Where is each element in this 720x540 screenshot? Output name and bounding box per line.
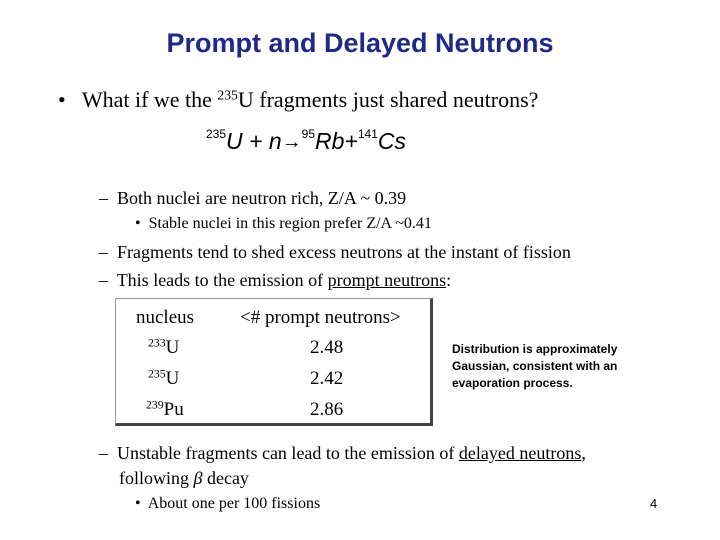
table-cell-nucleus: [148, 337, 179, 359]
sub-bullet-text-post: decay: [202, 468, 249, 488]
delayed-neutrons-link-text: delayed neutrons: [458, 443, 582, 463]
element-symbol: U: [226, 128, 243, 154]
dash-marker: –: [99, 188, 108, 208]
slide-title: Prompt and Delayed Neutrons: [166, 28, 554, 58]
dash-marker: –: [99, 270, 108, 290]
sub-bullet-text: Fragments tend to shed excess neutrons at the instant of fission: [117, 242, 571, 262]
sub-sub-bullet-text: About one per 100 fissions: [147, 495, 321, 512]
bullet-marker: •: [135, 495, 141, 512]
table-cell-value: 2.48: [310, 337, 344, 358]
sub-bullet-text-pre: This leads to the emission of: [116, 270, 328, 290]
isotope-mass: 235: [148, 367, 166, 381]
element-symbol: Cs: [377, 128, 407, 154]
mass-number: 141: [357, 127, 378, 141]
prompt-neutrons-link-text: prompt neutrons: [327, 270, 447, 290]
isotope-mass: 233: [148, 336, 166, 350]
sub-bullet-text: Both nuclei are neutron rich, Z/A ~ 0.39: [117, 188, 407, 208]
sub-bullet-text-post: :: [446, 270, 452, 290]
sub-sub-bullet-1: [135, 215, 432, 233]
dash-marker: –: [99, 242, 108, 262]
fission-equation: [206, 128, 468, 162]
element-symbol: Rb: [315, 128, 345, 154]
isotope-mass: 239: [146, 398, 164, 412]
element-symbol: U: [165, 368, 180, 389]
sub-bullet-4: [99, 443, 586, 464]
sub-bullet-3: [99, 270, 451, 291]
table-cell-nucleus: [146, 399, 184, 421]
table-header-prompt-neutrons: <# prompt neutrons>: [240, 307, 401, 328]
isotope-mass: 235: [217, 87, 238, 103]
mass-number: 95: [301, 127, 316, 141]
table-header-nucleus: nucleus: [136, 307, 195, 328]
bullet-text-pre: What if we the: [81, 87, 218, 112]
sub-sub-bullet-2: [135, 495, 320, 513]
element-symbol: U: [165, 337, 180, 358]
reaction-arrow-icon: →: [281, 131, 302, 153]
beta-symbol: β: [193, 468, 203, 488]
page-number: 4: [650, 496, 658, 511]
sub-bullet-4-continuation: [119, 468, 249, 489]
table-cell-nucleus: [148, 368, 179, 390]
distribution-note: Distribution is approximately Gaussian, consistent with an evaporation process.: [452, 342, 618, 390]
element-symbol: Pu: [163, 399, 184, 420]
bullet-marker: •: [58, 87, 66, 112]
table-cell-value: 2.42: [310, 368, 344, 389]
sub-bullet-text-pre: Unstable fragments can lead to the emission of: [117, 443, 459, 463]
table-cell-value: 2.86: [310, 399, 344, 420]
neutron-term: + n: [242, 128, 282, 154]
bullet-marker: •: [135, 215, 141, 232]
sub-bullet-2: [99, 242, 571, 263]
sub-bullet-1: [99, 188, 406, 209]
bullet-text-post: U fragments just shared neutrons?: [237, 87, 539, 112]
sub-bullet-text-post: ,: [581, 443, 586, 463]
dash-marker: –: [99, 443, 108, 463]
mass-number: 235: [206, 127, 227, 141]
bullet-main-1: [58, 87, 538, 113]
sub-sub-bullet-text: Stable nuclei in this region prefer Z/A ~0.41: [148, 215, 432, 232]
sub-bullet-text-pre: following: [119, 468, 194, 488]
plus-sign: +: [344, 128, 358, 154]
